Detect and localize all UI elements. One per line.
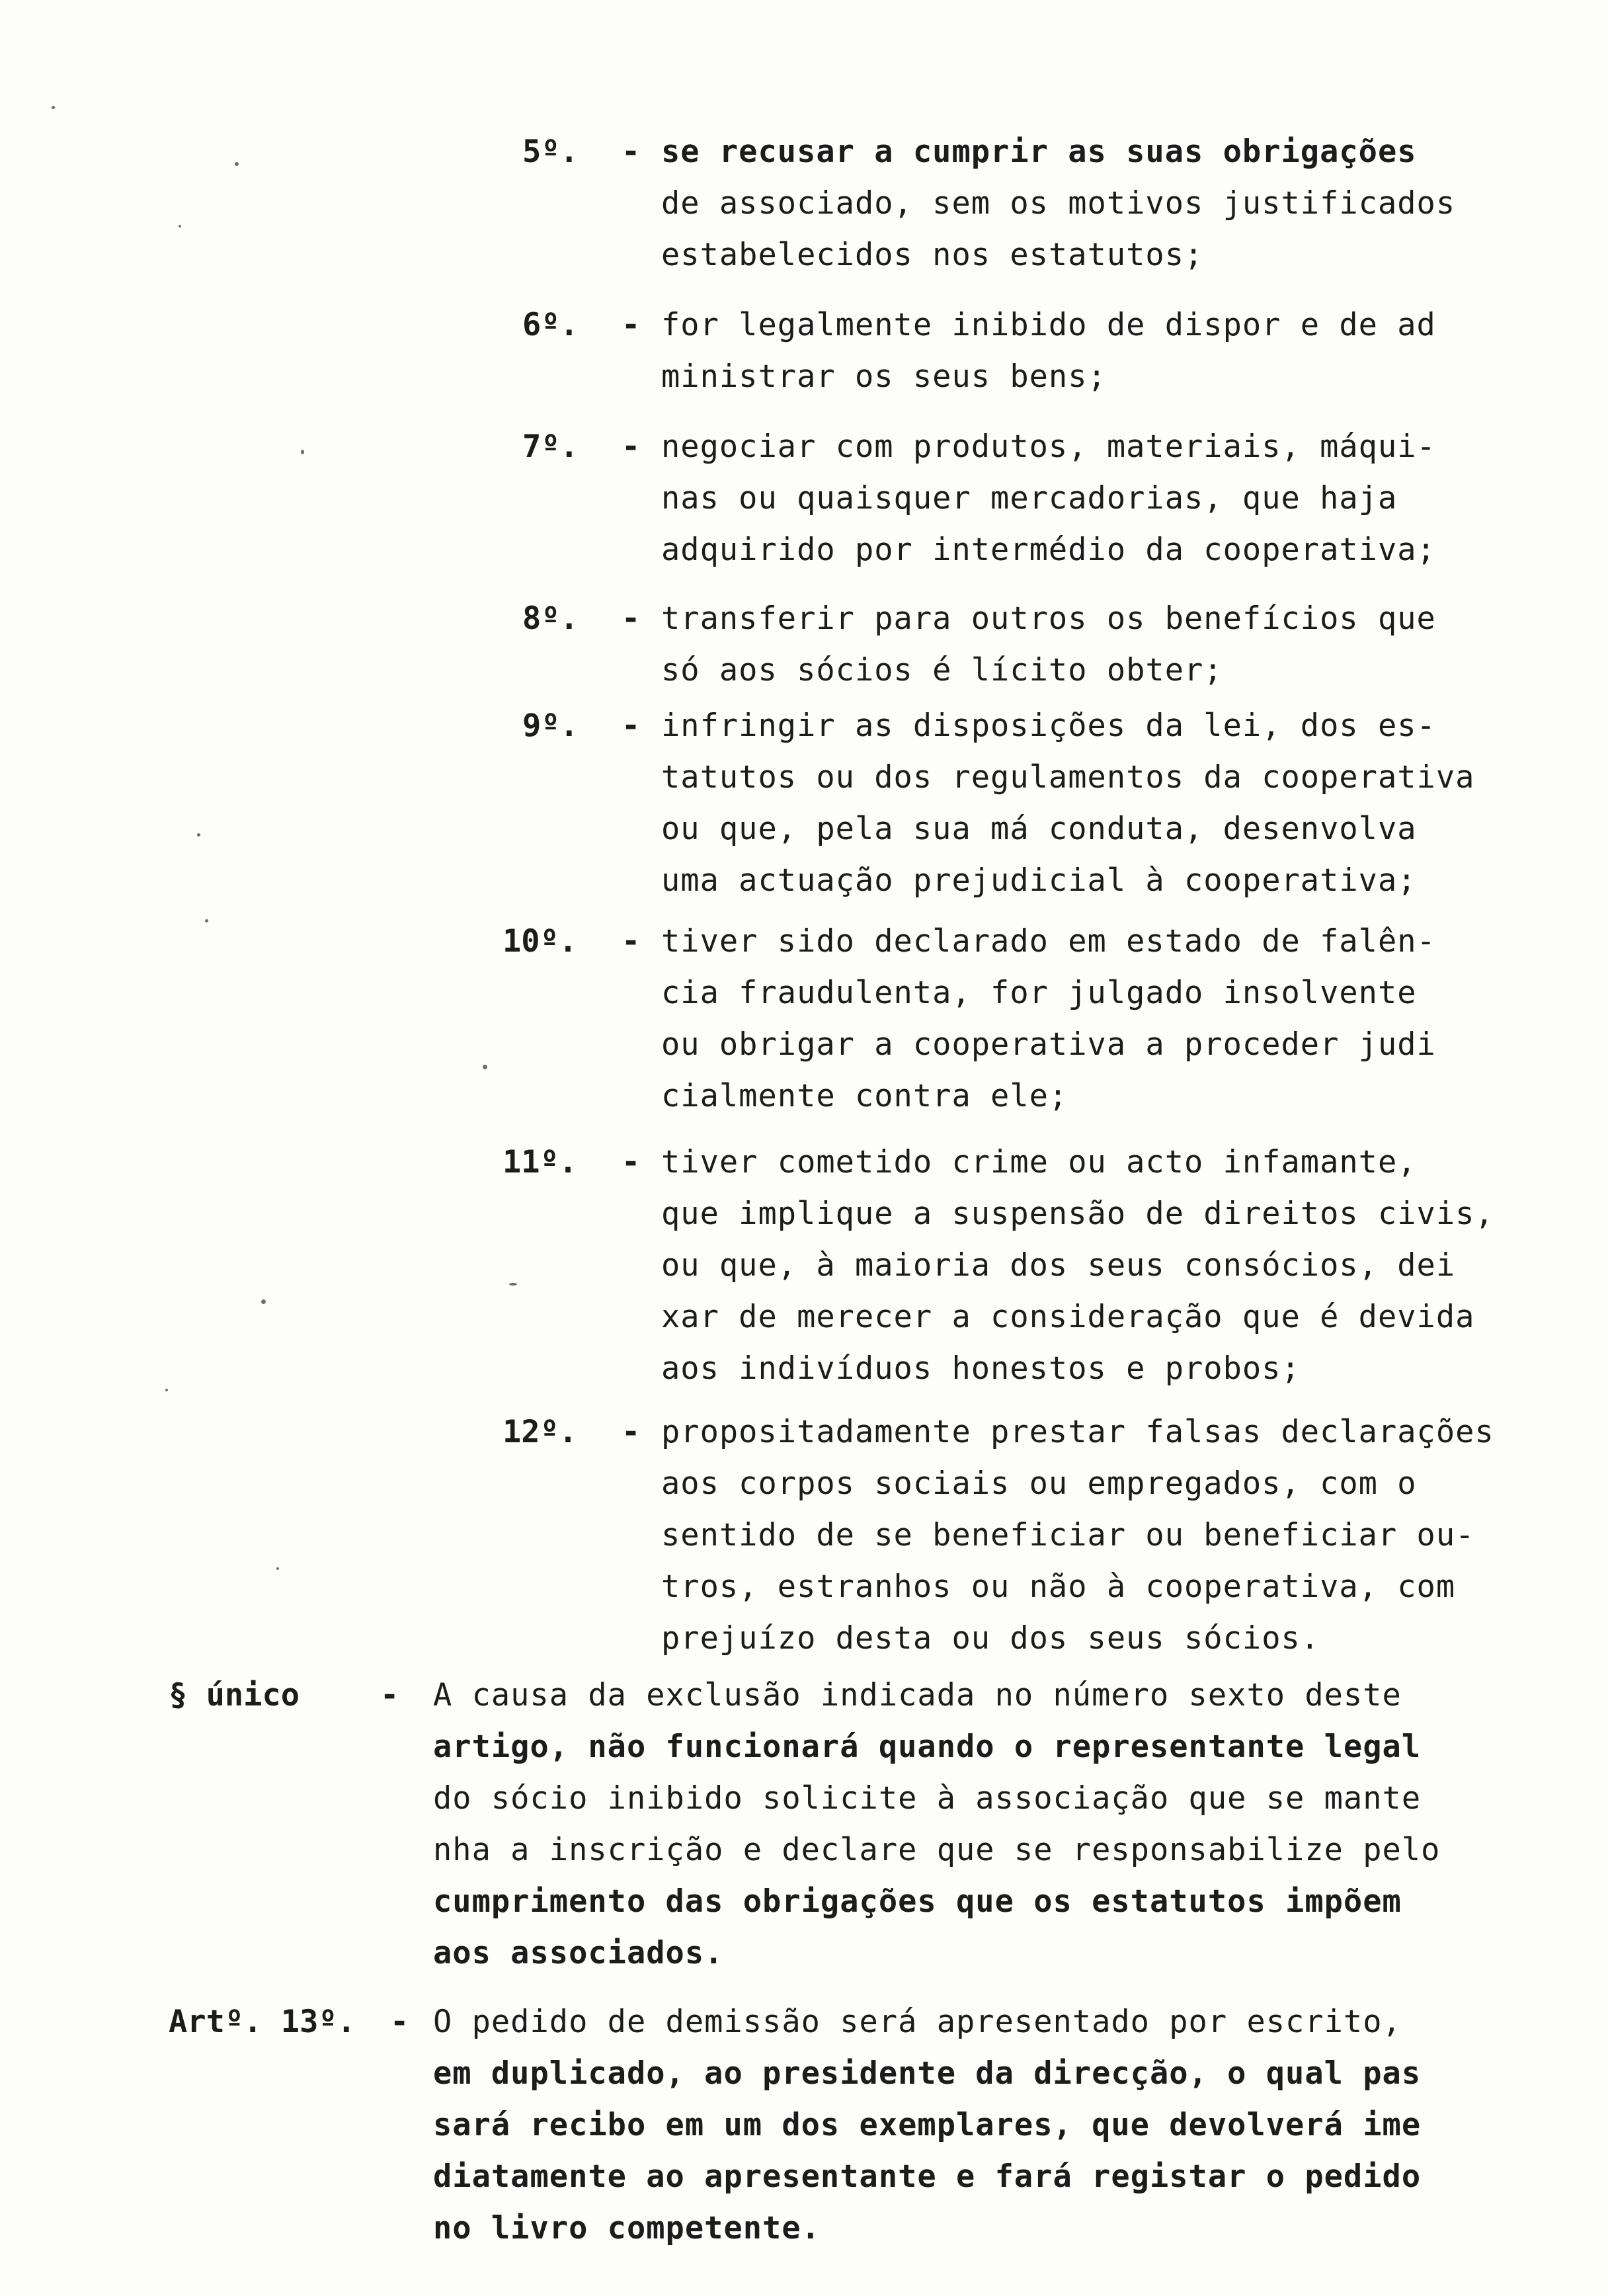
item-number: 7º. [522, 429, 579, 465]
paragraph-text-line: do sócio inibido solicite à associação que se mante [433, 1780, 1422, 1817]
item-number: 5º. [522, 134, 579, 170]
item-dash: - [622, 1144, 641, 1180]
paragraph-text-line: aos associados. [433, 1935, 724, 1971]
item-dash: - [622, 307, 641, 343]
item-text-line: nas ou quaisquer mercadorias, que haja [661, 480, 1398, 516]
paragraph-dash: - [380, 1677, 399, 1713]
item-text-line: cia fraudulenta, for julgado insolvente [661, 975, 1417, 1011]
item-text-line: tatutos ou dos regulamentos da cooperativa [661, 759, 1475, 796]
item-text-line: aos corpos sociais ou empregados, com o [661, 1465, 1417, 1502]
item-number: 12º. [502, 1414, 578, 1450]
item-text-line: cialmente contra ele; [661, 1078, 1068, 1114]
item-text-line: que implique a suspensão de direitos civis, [661, 1196, 1494, 1232]
item-text-line: for legalmente inibido de dispor e de ad [661, 307, 1436, 343]
scan-speck [301, 450, 304, 454]
article-text-line: no livro competente. [433, 2210, 821, 2246]
paragraph-text-line: A causa da exclusão indicada no número sexto deste [433, 1677, 1402, 1713]
item-text-line: adquirido por intermédio da cooperativa; [661, 532, 1436, 568]
item-text-line: sentido de se beneficiar ou beneficiar ou- [661, 1517, 1475, 1553]
article-text-line: diatamente ao apresentante e fará registar o pedido [433, 2158, 1422, 2195]
article-text-line: em duplicado, ao presidente da direcção, o qual pas [433, 2055, 1422, 2092]
paragraph-text-line: cumprimento das obrigações que os estatutos impõem [433, 1883, 1402, 1920]
article-dash: - [390, 2004, 409, 2040]
article-text-line: O pedido de demissão será apresentado por escrito, [433, 2004, 1402, 2040]
item-text-line: transferir para outros os benefícios que [661, 600, 1436, 637]
scan-speck [276, 1567, 279, 1570]
item-dash: - [622, 600, 641, 637]
item-text-line: uma actuação prejudicial à cooperativa; [661, 862, 1417, 899]
scan-speck [261, 1299, 266, 1304]
item-text-line: estabelecidos nos estatutos; [661, 237, 1204, 273]
scan-speck [483, 1065, 487, 1069]
item-text-line: aos indivíduos honestos e probos; [661, 1350, 1301, 1387]
scan-speck [197, 833, 200, 837]
item-text-line: negociar com produtos, materiais, máqui- [661, 429, 1436, 465]
scan-speck [52, 106, 55, 109]
item-number: 11º. [502, 1144, 578, 1180]
paragraph-text-line: nha a inscrição e declare que se responsabilize pelo [433, 1832, 1441, 1868]
item-text-line: tros, estranhos ou não à cooperativa, com [661, 1569, 1456, 1605]
item-text-line: ou que, à maioria dos seus consócios, dei [661, 1247, 1456, 1284]
scan-speck [205, 919, 208, 922]
scan-speck [179, 225, 181, 227]
scan-speck [509, 1283, 517, 1286]
item-number: 10º. [502, 923, 578, 960]
item-text-line: infringir as disposições da lei, dos es- [661, 708, 1436, 744]
item-text-line: prejuízo desta ou dos seus sócios. [661, 1620, 1320, 1657]
scan-speck [165, 1389, 168, 1391]
item-text-line: tiver sido declarado em estado de falên- [661, 923, 1436, 960]
item-number: 6º. [522, 307, 579, 343]
article-label: Artº. 13º. [169, 2004, 356, 2040]
paragraph-text-line: artigo, não funcionará quando o representante legal [433, 1729, 1422, 1765]
item-text-line: ou obrigar a cooperativa a proceder judi [661, 1026, 1436, 1063]
item-number: 8º. [522, 600, 579, 637]
item-dash: - [622, 708, 641, 744]
item-text-line: se recusar a cumprir as suas obrigações [661, 134, 1417, 170]
paragraph-label: § único [169, 1677, 300, 1713]
item-text-line: xar de merecer a consideração que é devida [661, 1299, 1475, 1335]
item-number: 9º. [522, 708, 579, 744]
item-text-line: tiver cometido crime ou acto infamante, [661, 1144, 1417, 1180]
item-text-line: ou que, pela sua má conduta, desenvolva [661, 811, 1417, 847]
item-text-line: propositadamente prestar falsas declarações [661, 1414, 1494, 1450]
item-dash: - [622, 923, 641, 960]
item-text-line: ministrar os seus bens; [661, 358, 1107, 395]
item-text-line: só aos sócios é lícito obter; [661, 652, 1223, 688]
item-dash: - [622, 1414, 641, 1450]
article-text-line: sará recibo em um dos exemplares, que devolverá ime [433, 2107, 1422, 2143]
item-text-line: de associado, sem os motivos justificados [661, 185, 1456, 222]
item-dash: - [622, 134, 641, 170]
scan-speck [235, 162, 239, 166]
item-dash: - [622, 429, 641, 465]
